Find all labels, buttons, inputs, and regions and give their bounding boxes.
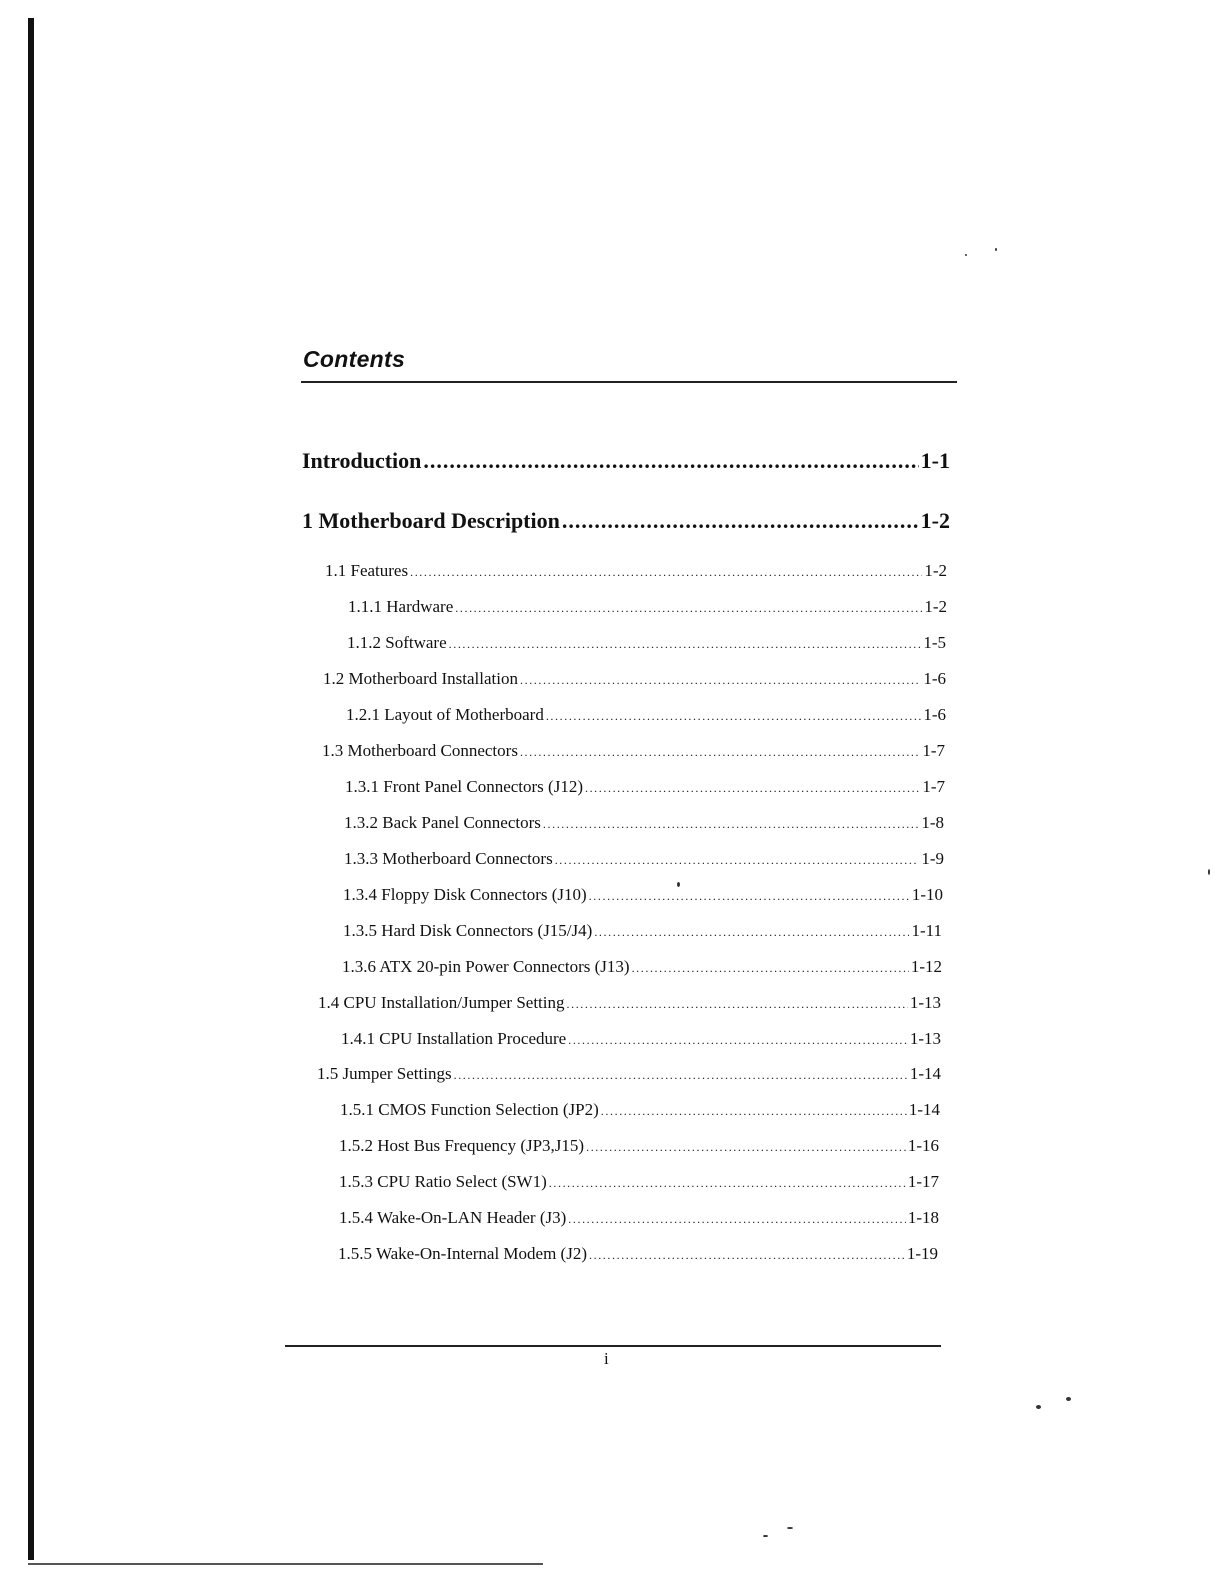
toc-entry-1-4[interactable] [318,993,941,1013]
toc-entry-title: 1.5 Jumper Settings [317,1064,452,1083]
toc-entry-title: 1.3.6 ATX 20-pin Power Connectors (J13) [342,957,630,976]
toc-dot-leader [410,565,922,580]
toc-entry-page: 1-19 [906,1244,938,1263]
toc-entry-page: 1-7 [922,777,945,796]
toc-dot-leader [589,889,910,904]
toc-entry-page: 1-2 [924,561,947,580]
scan-speck [995,248,997,251]
toc-dot-leader [594,925,909,940]
toc-dot-leader [567,997,908,1012]
toc-entry-title: 1.2.1 Layout of Motherboard [346,705,544,724]
toc-dot-leader [423,448,918,474]
footer-rule [285,1345,941,1347]
toc-entry-title: 1.3.1 Front Panel Connectors (J12) [345,777,583,796]
toc-entry-1-1[interactable] [325,561,947,581]
page-title: Contents [303,346,406,372]
toc-entry-page: 1-1 [920,448,950,473]
toc-entry-1-2-1[interactable] [346,705,946,725]
toc-entry-1-3[interactable] [322,741,945,761]
scan-edge-shadow [28,18,34,1560]
toc-entry-title: 1.5.1 CMOS Function Selection (JP2) [340,1100,599,1119]
toc-entry-title: 1.5.5 Wake-On-Internal Modem (J2) [338,1244,587,1263]
toc-entry-1-1-2[interactable] [347,633,946,653]
toc-dot-leader [632,961,909,976]
toc-entry-1-1-1[interactable] [348,597,947,617]
toc-entry-page: 1-6 [923,705,946,724]
toc-entry-title: 1.1.2 Software [347,633,447,652]
toc-entry-title: 1.5.4 Wake-On-LAN Header (J3) [339,1208,567,1227]
toc-dot-leader [568,1212,906,1227]
toc-dot-leader [585,781,920,796]
toc-entry-1-3-6[interactable] [342,957,942,977]
toc-entry-page: 1-14 [909,1064,941,1083]
toc-entry-1-5-4[interactable] [339,1208,939,1228]
toc-entry-page: 1-12 [910,957,942,976]
toc-entry-page: 1-16 [907,1136,939,1155]
toc-entry-page: 1-11 [911,921,942,940]
toc-dot-leader [586,1140,906,1155]
toc-entry-page: 1-6 [923,669,946,688]
toc-dot-leader [454,1068,908,1083]
toc-entry-motherboard-description[interactable] [302,508,950,534]
toc-entry-1-5-3[interactable] [339,1172,939,1192]
toc-entry-title: 1.3 Motherboard Connectors [322,741,518,760]
toc-entry-title: 1.4.1 CPU Installation Procedure [341,1029,567,1048]
toc-entry-page: 1-8 [921,813,944,832]
toc-dot-leader [520,745,920,760]
toc-entry-1-3-2[interactable] [344,813,944,833]
toc-entry-page: 1-2 [920,508,950,533]
toc-entry-title: Introduction [302,448,422,473]
scan-speck [677,882,680,887]
toc-entry-page: 1-9 [921,849,944,868]
page-number: i [604,1349,609,1368]
toc-entry-page: 1-14 [908,1100,940,1119]
scan-speck [763,1535,768,1537]
toc-entry-title: 1.3.3 Motherboard Connectors [344,849,553,868]
toc-entry-page: 1-10 [911,885,943,904]
toc-entry-title: 1.2 Motherboard Installation [323,669,518,688]
scan-speck [1208,869,1210,875]
toc-entry-title: 1.3.4 Floppy Disk Connectors (J10) [343,885,587,904]
toc-entry-title: 1.5.2 Host Bus Frequency (JP3,J15) [339,1136,585,1155]
toc-entry-introduction[interactable] [302,448,950,474]
toc-entry-1-5-1[interactable] [340,1100,940,1120]
toc-dot-leader [555,853,920,868]
scan-speck [965,254,967,256]
toc-dot-leader [549,1176,906,1191]
toc-dot-leader [543,817,919,832]
toc-entry-page: 1-17 [907,1172,939,1191]
toc-entry-page: 1-13 [909,993,941,1012]
toc-entry-page: 1-2 [924,597,947,616]
toc-entry-title: 1.3.2 Back Panel Connectors [344,813,541,832]
toc-entry-1-2[interactable] [323,669,946,689]
toc-dot-leader [455,601,922,616]
toc-dot-leader [589,1248,905,1263]
toc-dot-leader [568,1033,908,1048]
toc-entry-title: 1.3.5 Hard Disk Connectors (J15/J4) [343,921,593,940]
toc-entry-1-5-5[interactable] [338,1244,938,1264]
toc-entry-1-4-1[interactable] [341,1029,941,1049]
title-rule [301,381,957,383]
toc-entry-page: 1-18 [907,1208,939,1227]
scan-bottom-edge [28,1563,543,1565]
toc-entry-1-3-4[interactable] [343,885,943,905]
toc-entry-title: 1.1 Features [325,561,409,580]
toc-entry-title: 1.1.1 Hardware [348,597,454,616]
scan-speck [787,1527,793,1529]
scan-speck [1036,1405,1041,1409]
toc-entry-1-3-1[interactable] [345,777,945,797]
toc-entry-page: 1-5 [923,633,946,652]
toc-entry-title: 1 Motherboard Description [302,508,560,533]
toc-entry-1-3-5[interactable] [343,921,942,941]
toc-dot-leader [546,709,922,724]
toc-dot-leader [449,637,922,652]
toc-entry-page: 1-13 [909,1029,941,1048]
toc-entry-page: 1-7 [922,741,945,760]
toc-dot-leader [562,508,919,534]
toc-entry-1-5[interactable] [317,1064,941,1084]
toc-entry-1-3-3[interactable] [344,849,944,869]
toc-entry-title: 1.5.3 CPU Ratio Select (SW1) [339,1172,547,1191]
scan-speck [1066,1397,1071,1401]
toc-entry-1-5-2[interactable] [339,1136,939,1156]
toc-entry-title: 1.4 CPU Installation/Jumper Setting [318,993,565,1012]
toc-dot-leader [520,673,921,688]
toc-dot-leader [601,1104,907,1119]
